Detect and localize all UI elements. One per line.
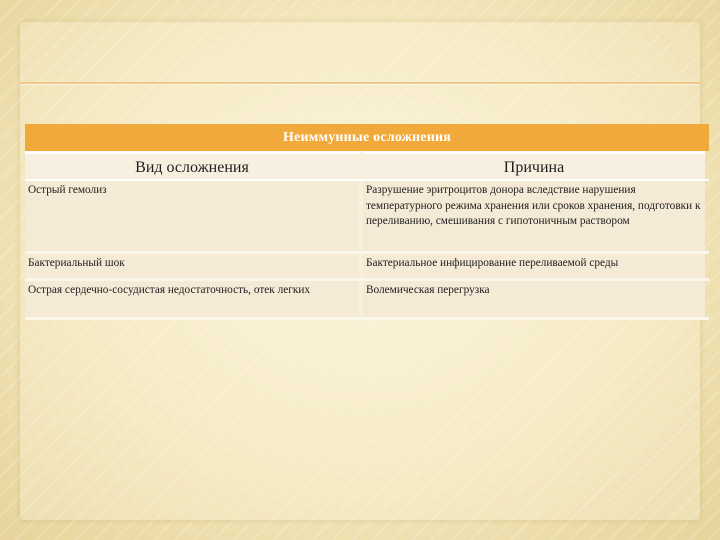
cell-type: Острая сердечно-сосудистая недостаточность, отек легких bbox=[25, 281, 363, 317]
column-header-type: Вид осложнения bbox=[25, 151, 363, 179]
cell-type: Бактериальный шок bbox=[25, 254, 363, 278]
table-row bbox=[25, 281, 709, 320]
complications-table bbox=[25, 124, 709, 320]
cell-type: Острый гемолиз bbox=[25, 181, 363, 251]
cell-cause: Бактериальное инфицирование переливаемой среды bbox=[363, 254, 705, 278]
table-row bbox=[25, 181, 709, 254]
title-divider bbox=[20, 82, 700, 84]
cell-cause: Волемическая перегрузка bbox=[363, 281, 705, 317]
table-header-row bbox=[25, 151, 709, 181]
column-header-cause: Причина bbox=[363, 151, 705, 179]
cell-cause: Разрушение эритроцитов донора вследствие нарушения температурного режима хранения или сроков хранения, подготовки к переливанию, смешивания с гипотоничным раствором bbox=[363, 181, 705, 251]
table-row bbox=[25, 254, 709, 281]
table-title: Неиммунные осложнения bbox=[25, 124, 709, 151]
